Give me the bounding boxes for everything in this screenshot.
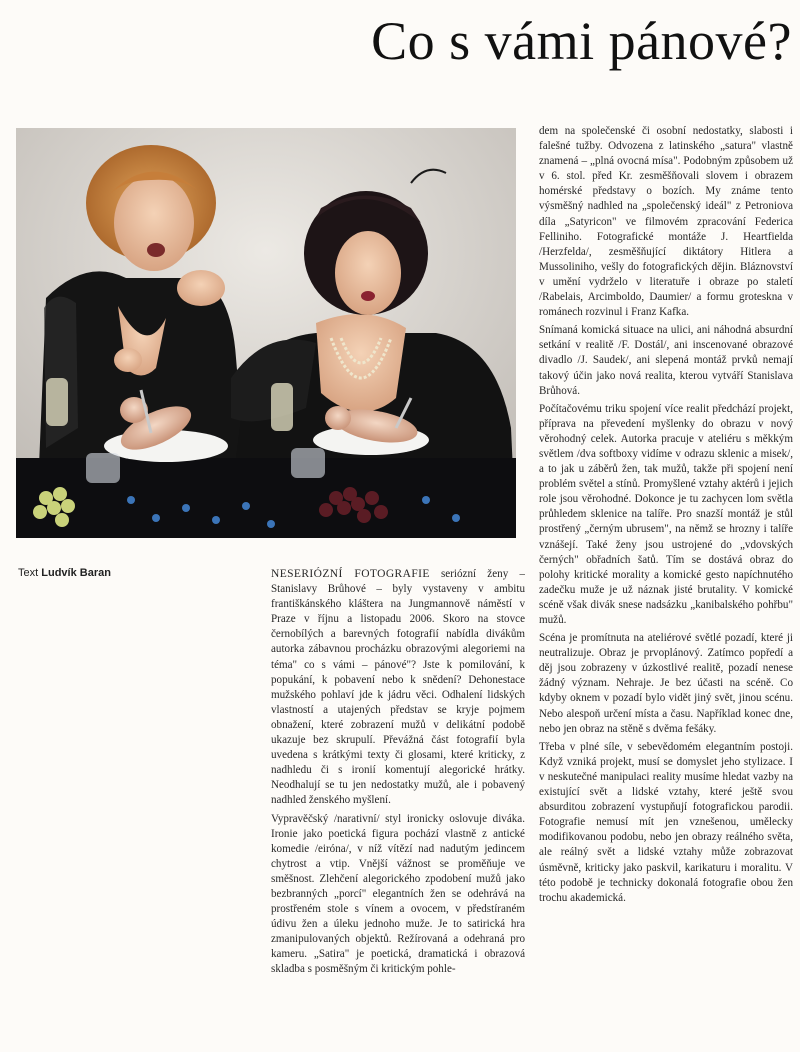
- article-title: Co s vámi pánové?: [371, 11, 792, 71]
- byline: [18, 567, 111, 579]
- paragraph-intro: [271, 567, 525, 809]
- paragraph: Třeba v plné síle, v sebevědomém elegantním postoji. Když vzniká projekt, musí se domyslet jeho stylizace. I v neskutečné manipulaci reality musíme hledat vazby na existující svět a lidské vztahy, které ještě svou absurditou zobrazení vystupňují fotografickou parodii. Fotografie nemusí mít jen vznešenou, umělecky modifikovanou podobu, nebo jen obrazy reálného světa, ale reálný svět a lidské vztahy může zobrazovat úsměvně, kriticky jako paskvil, karikaturu i moralitu. V této podobě je technicky dokonalá fotografie obou žen trochu akademická.: [539, 740, 793, 904]
- byline-author: Ludvík Baran: [41, 567, 111, 579]
- photo-illustration: [16, 128, 516, 538]
- article-photo: [16, 128, 516, 538]
- paragraph: Scéna je promítnuta na ateliérové světlé pozadí, které ji neutralizuje. Obraz je prvoplánový. Zatímco popředí a děj jsou zobrazeny v úzkostlivé realitě, pozadí nenese žádný význam. Nehraje. Je bez účasti na scéně. Co kdyby oknem v pozadí bylo vidět jiný svět, jinou scénu. Nebo alespoň určení místa a času. Například konec dne, nebo jen obraz na stěně s dvěma fešáky.: [539, 632, 793, 735]
- paragraph-intro-text: seriózní ženy – Stanislavy Brůhové – byly vystaveny v ambitu františkánského kláštera na Jungmannově náměstí v Praze v říjnu a listopadu 2006. Skoro na stovce černobílých a barevných fotografií nabídla divákům autorka zábavnou procházku obrazovými alegoriemi na téma" co s vámi – pánové"? Jste k pomilování, k popukání, k pobavení nebo k snědení? Dehonestace mužského pohlaví jde k jádru věci. Odhalení lidských vlastností a utajených představ se kryje pojmem obnažení, které zobrazení mužů v delikátní podobě ukazuje bez skrupulí. Převážná část fotografií byla uvedena s krátkými texty či glosami, které kriticky, z nadhledu či s ironií komentují alegorické hrátky. Neodhalují se tu jen nedostatky mužů, ale i pobavený nadhled ženského myšlení.: [271, 568, 525, 807]
- paragraph: dem na společenské či osobní nedostatky, slabosti i falešné tužby. Odvozena z latinského „satura" vlastně znamená – „plná ovocná mísa". Podobným způsobem už v 6. stol. před Kr. zesměšňovali slovem i obrazem homérské představy o bozích. My známe tento výsměšný nadhled na „společenský ideál" z Petroniova díla „Satyricon" ve filmovém zpracování Federica Felliniho. Fotografické montáže J. Heartfielda /Herzfelda/, zesměšňující diktátory Hitlera a Mussoliniho, vešly do fotografických dějin. Bláznovství v umění vydrželo v literatuře i obraze po staletí /Rabelais, Arcimboldo, Daumier/ a formu groteskna v románech rozvinul i Franz Kafka.: [539, 125, 793, 319]
- paragraph: Počítačovému triku spojení více realit předchází projekt, příprava na převedení myšlenky do obrazu v nový věrohodný celek. Autorka pracuje v ateliéru s měkkým světlem /dva softboxy vidíme v odrazu sklenic a misek/, a to jak u záběrů žen, tak mužů, takže při spojení není problém světel a stínů. Promyšlené vztahy aktérů i jejich role jsou věrohodné. Dokonce je tu zachycen lom světla průhledem sklenice na talíře. Pro snazší montáž je stůl prostřený „černým ubrusem", na němž se hrozny i talíře vznášejí. Také ženy jsou ustrojené do „vdovských černých" obřadních šatů. Tím se dostává obraz do polohy kritické morality a komické gesto napíchnutého zadečku muže je už náznak jisté brutality. V komické scéně však divák snese nadsázku „kanibalského pohřbu" mužů.: [539, 402, 793, 626]
- byline-prefix: Text: [18, 567, 39, 579]
- paragraph: Vypravěčský /narativní/ styl ironicky oslovuje diváka. Ironie jako poetická figura pochází vlastně z antické komedie /eiróna/, v níž vítězí nad nadutým jedincem chytrost a vtip. Vnější vážnost se proměňuje ve směšnost. Zlehčení alegorického zpodobení mužů jako bezbranných „porcí" elegantních žen se odehrává na prostřeném stole s vínem a ovocem, v předstíraném údivu žen a úleku jednoho muže. Je to satirická hra zmanipulovaných objektů. Režírovaná a odehraná pro kameru. „Satira" je poetická, dramatická i obrazová skladba s posměšným či kritickým pohle-: [271, 812, 525, 976]
- paragraph: Snímaná komická situace na ulici, ani náhodná absurdní setkání v realitě /F. Dostál/, ani inscenované obrazové divadlo /J. Saudek/, ani slepená montáž prvků nemají takový účin jako nová realita, kterou vytváří Stanislava Brůhová.: [539, 324, 793, 397]
- article-column-right: [539, 124, 793, 1049]
- article-column-left: [271, 567, 525, 1045]
- lead-caps: NESERIÓZNÍ FOTOGRAFIE: [271, 568, 430, 580]
